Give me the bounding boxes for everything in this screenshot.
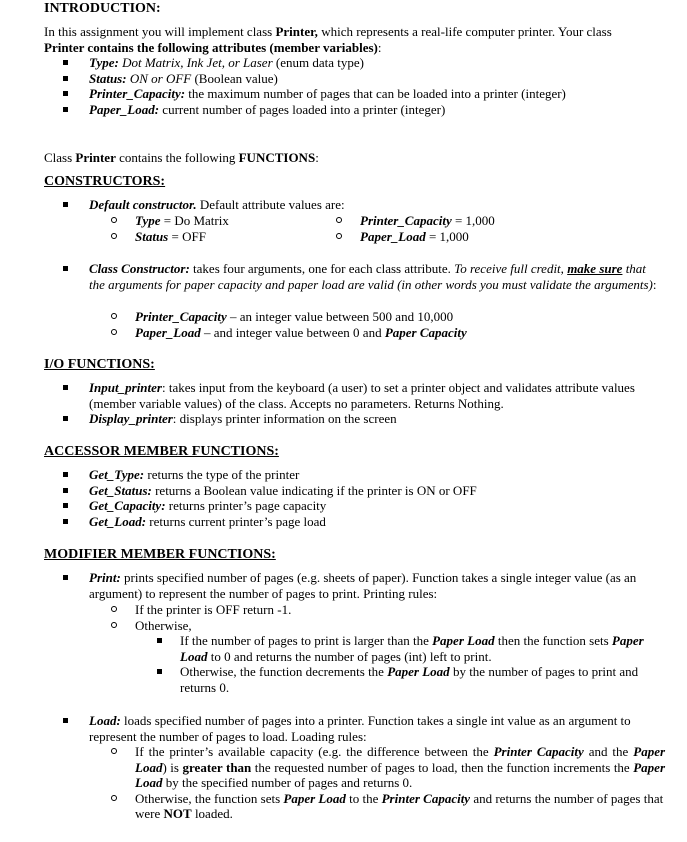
accessor-list <box>0 467 687 529</box>
constructors-heading: CONSTRUCTORS: <box>44 174 166 189</box>
list-item: Get_Status: returns a Boolean value indicating if the printer is ON or OFF <box>0 483 659 499</box>
list-item: Printer_Capacity – an integer value between 500 and 10,000 <box>0 309 665 325</box>
constructor-list <box>0 197 687 213</box>
attribute-list <box>0 55 687 117</box>
print-rules <box>0 602 687 633</box>
list-item: Type: Dot Matrix, Ink Jet, or Laser (enum data type) <box>0 55 659 71</box>
list-item: If the printer’s available capacity (e.g. the difference between the Printer Capacity and the Paper Load) is greater than the requested number of pages to load, then the function increments the Paper Load by the specified number of pages and returns 0. <box>0 744 665 791</box>
intro-paragraph: In this assignment you will implement class Printer, which represents a real-life computer printer. Your class Printer contains the following attributes (member variables): <box>44 24 612 55</box>
io-heading: I/O FUNCTIONS: <box>44 357 155 372</box>
list-item: Load: loads specified number of pages into a printer. Function takes a single int value as an argument to represent the number of pages to load. Loading rules: <box>0 713 659 744</box>
load-rules <box>0 744 687 822</box>
list-item: If the printer is OFF return -1. <box>0 602 665 618</box>
list-item: Otherwise, the function decrements the Paper Load by the number of pages to print and returns 0. <box>0 664 650 695</box>
list-item: Get_Load: returns current printer’s page load <box>0 514 659 530</box>
list-item: Status: ON or OFF (Boolean value) <box>0 71 659 87</box>
list-item: Paper_Load – and integer value between 0 and Paper Capacity <box>0 325 665 341</box>
list-item: Otherwise, the function sets Paper Load to the Printer Capacity and returns the number of pages that were NOT loaded. <box>0 791 665 822</box>
list-item: Paper_Load: current number of pages loaded into a printer (integer) <box>0 102 659 118</box>
load-function <box>0 713 687 744</box>
validation-list <box>0 309 687 340</box>
list-item: Print: prints specified number of pages (e.g. sheets of paper). Function takes a single integer value (as an argument) to represent the number of pages to print. Printing rules: <box>0 570 659 601</box>
modifiers-heading: MODIFIER MEMBER FUNCTIONS: <box>44 547 276 562</box>
accessors-heading: ACCESSOR MEMBER FUNCTIONS: <box>44 444 279 459</box>
functions-intro: Class Printer contains the following FUNCTIONS: <box>44 150 319 165</box>
intro-heading: INTRODUCTION: <box>44 1 161 16</box>
print-subrules <box>0 633 687 695</box>
list-item: Printer_Capacity: the maximum number of pages that can be loaded into a printer (integer) <box>0 86 659 102</box>
default-values: Type = Do Matrix Status = OFF Printer_Capacity = 1,000 Paper_Load = 1,000 <box>0 213 687 244</box>
list-item: Input_printer: takes input from the keyboard (a user) to set a printer object and validates attribute values (member variable values) of the class. Accepts no parameters. Returns Nothing. <box>0 380 659 411</box>
list-item: Otherwise, <box>0 618 665 634</box>
list-item: Display_printer: displays printer information on the screen <box>0 411 659 427</box>
list-item: If the number of pages to print is larger than the Paper Load then the function sets Paper Load to 0 and returns the number of pages (int) left to print. <box>0 633 650 664</box>
io-list <box>0 380 687 427</box>
print-function <box>0 570 687 601</box>
list-item: Get_Type: returns the type of the printer <box>0 467 659 483</box>
list-item: Default constructor. Default attribute values are: <box>0 197 659 213</box>
list-item: Class Constructor: takes four arguments, one for each class attribute. To receive full credit, make sure that the arguments for paper capacity and paper load are valid (in other words you must validate the arguments): <box>0 261 659 292</box>
list-item: Get_Capacity: returns printer’s page capacity <box>0 498 659 514</box>
class-constructor <box>0 261 687 292</box>
